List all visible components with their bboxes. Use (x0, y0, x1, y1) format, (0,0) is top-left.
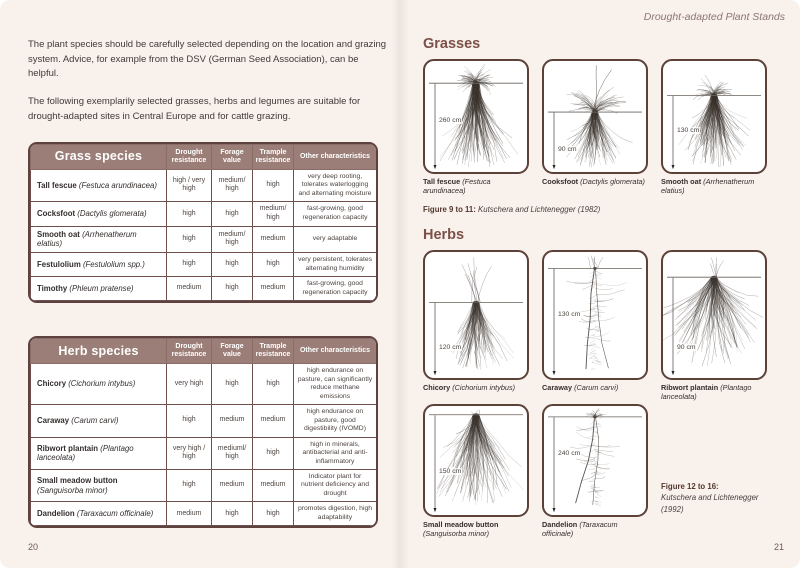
table-row (31, 437, 377, 469)
forage-cell: high (212, 277, 253, 301)
col-header-drought: Drought resistance (167, 339, 212, 364)
depth-label: 150 cm (439, 468, 462, 476)
root-illustration (663, 252, 765, 378)
trample-cell: medium (253, 226, 294, 252)
species-cell (31, 226, 167, 252)
drought-cell: high (167, 469, 212, 501)
caption-source: Kutschera and Lichtenegger (661, 493, 759, 503)
col-header-forage: Forage value (212, 144, 253, 169)
table-header-row (31, 144, 377, 169)
figure-plant-name: Tall fescue (423, 177, 461, 186)
species-cell (31, 364, 167, 405)
other-cell: fast-growing, good regeneration capacity (294, 202, 377, 227)
col-header-drought: Drought resistance (167, 144, 212, 169)
drought-cell: high / very high (167, 169, 212, 201)
caption-year: (1992) (661, 504, 684, 514)
table-title: Grass species (31, 144, 167, 169)
species-name: Cocksfoot (37, 209, 76, 219)
running-header: Drought-adapted Plant Stands (643, 11, 785, 23)
page-number-left: 20 (28, 542, 39, 552)
figure-label (661, 177, 767, 196)
trample-cell: high (253, 253, 294, 277)
figure-plant-name: Small meadow button (423, 519, 499, 529)
species-latin: (Plantago lanceolata) (37, 443, 134, 463)
species-cell (31, 169, 167, 201)
figure-plant-name: Caraway (542, 382, 573, 392)
trample-cell: high (253, 437, 294, 469)
figure-label (542, 520, 648, 539)
other-cell: high endurance on pasture, good digestibility (IVOMD) (294, 405, 377, 437)
depth-label: 90 cm (558, 145, 577, 153)
intro-paragraph-2: The following exemplarily selected grasses, herbs and legumes are suitable for drought-adapted sites in Central Europe and for cattle grazing. (28, 96, 361, 122)
figure-label (542, 383, 648, 392)
figure-label (423, 520, 529, 539)
drought-cell: medium (167, 277, 212, 301)
figure-label (423, 177, 529, 196)
species-name: Timothy (37, 283, 68, 293)
root-illustration-card (423, 59, 529, 174)
depth-label: 130 cm (677, 126, 700, 134)
forage-cell: mediuml/ high (212, 437, 253, 469)
forage-cell: high (212, 253, 253, 277)
table-title: Herb species (31, 339, 167, 364)
depth-label: 260 cm (439, 116, 462, 124)
other-cell: very adaptable (294, 226, 377, 252)
root-illustration-card (661, 59, 767, 174)
species-cell (31, 437, 167, 469)
table-header-row (31, 339, 377, 364)
figure-label (423, 383, 529, 392)
root-illustration (425, 252, 527, 378)
root-illustration (425, 406, 527, 515)
species-cell (31, 469, 167, 501)
depth-label: 90 cm (677, 343, 696, 351)
depth-label: 130 cm (558, 310, 581, 318)
root-illustration (544, 406, 646, 515)
other-cell: Indicator plant for nutrient deficiency and drought (294, 469, 377, 501)
species-latin: (Arrhenatherum elatius) (37, 229, 137, 249)
figure-plant-latin: (Cichorium intybus) (452, 382, 516, 392)
other-cell: fast-growing, good regeneration capacity (294, 277, 377, 301)
trample-cell: medium (253, 469, 294, 501)
herbs-heading: Herbs (423, 226, 465, 243)
forage-cell: high (212, 364, 253, 405)
root-illustration-card (661, 250, 767, 380)
root-illustration-card (423, 250, 529, 380)
species-name: Chicory (37, 379, 67, 389)
drought-cell: high (167, 405, 212, 437)
depth-label: 240 cm (558, 449, 581, 457)
figure (661, 250, 767, 402)
drought-cell: high (167, 202, 212, 227)
caption-lead: Figure 9 to 11: (423, 204, 476, 214)
drought-cell: medium (167, 502, 212, 526)
herb-table (30, 338, 377, 526)
table-row (31, 405, 377, 437)
figure-plant-name: Cooksfoot (542, 177, 579, 186)
table-row (31, 169, 377, 201)
species-latin: (Cichorium intybus) (68, 379, 136, 389)
grasses-heading: Grasses (423, 36, 481, 52)
figure-plant-latin: (Festuca arundinacea) (423, 177, 491, 196)
figure-label (661, 383, 767, 402)
trample-cell: high (253, 169, 294, 201)
caption-source: Kutschera and Lichtenegger (1982) (478, 204, 601, 214)
forage-cell: medium (212, 405, 253, 437)
intro-paragraph-1: The plant species should be carefully selected depending on the location and grazing system. Advice, for example from the DSV (German Seed Association), can be helpful. (28, 39, 387, 80)
root-illustration (663, 61, 765, 172)
caption-lead: Figure 12 to 16: (661, 482, 719, 492)
figure-plant-latin: (Sanguisorba minor) (423, 529, 490, 539)
figure (542, 404, 648, 539)
species-latin: (Carum carvi) (71, 415, 119, 425)
species-name: Smooth oat (37, 229, 80, 239)
figure-plant-latin: (Dactylis glomerata) (580, 177, 645, 186)
root-illustration-card (542, 250, 648, 380)
root-illustration (544, 61, 646, 172)
page-right (400, 0, 800, 568)
figure-caption-herbs (661, 481, 773, 515)
figure-plant-name: Ribwort plantain (661, 382, 719, 392)
figure-plant-name: Dandelion (542, 519, 578, 529)
herbs-figure-row-2 (423, 404, 786, 539)
figure-plant-latin: (Taraxacum officinale) (542, 519, 618, 539)
table-row (31, 469, 377, 501)
table-row (31, 364, 377, 405)
species-name: Tall fescue (37, 180, 77, 190)
figure (542, 59, 648, 186)
forage-cell: medium/ high (212, 169, 253, 201)
col-header-trample: Trample resistance (253, 144, 294, 169)
grasses-figure-row (423, 59, 786, 196)
trample-cell: medium (253, 277, 294, 301)
col-header-other: Other characteristics (294, 144, 377, 169)
figure-plant-name: Chicory (423, 382, 451, 392)
other-cell: promotes digestion, high adaptability (294, 502, 377, 526)
other-cell: high in minerals, antibacterial and anti-inflammatory (294, 437, 377, 469)
page-number-right: 21 (773, 542, 784, 552)
trample-cell: medium (253, 405, 294, 437)
herb-species-table (28, 336, 378, 528)
col-header-forage: Forage value (212, 339, 253, 364)
root-illustration-card (542, 59, 648, 174)
species-cell (31, 202, 167, 227)
figure (661, 59, 767, 196)
col-header-trample: Trample resistance (253, 339, 294, 364)
table-row (31, 277, 377, 301)
other-cell: high endurance on pasture, can significantly reduce methane emissions (294, 364, 377, 405)
forage-cell: medium/ high (212, 226, 253, 252)
grass-table (30, 144, 377, 301)
figure (423, 59, 529, 196)
figure-plant-latin: (Carum carvi) (574, 382, 619, 392)
species-name: Caraway (37, 415, 70, 425)
species-name: Ribwort plantain (37, 443, 99, 453)
species-cell (31, 502, 167, 526)
species-latin: (Festulolium spp.) (82, 259, 145, 269)
species-name: Dandelion (37, 509, 75, 519)
species-name: Festulolium (37, 259, 81, 269)
drought-cell: very high (167, 364, 212, 405)
figure (542, 250, 648, 392)
col-header-other: Other characteristics (294, 339, 377, 364)
figure-plant-latin: (Arrhenatherum elatius) (661, 177, 755, 196)
drought-cell: very high / high (167, 437, 212, 469)
drought-cell: high (167, 253, 212, 277)
species-latin: (Festuca arundinacea) (78, 180, 157, 190)
other-cell: very persistent, tolerates alternating humidity (294, 253, 377, 277)
figure-plant-latin: (Plantago lanceolata) (661, 382, 752, 402)
table-row (31, 226, 377, 252)
forage-cell: high (212, 202, 253, 227)
herbs-figure-row-1 (423, 250, 786, 402)
depth-label: 120 cm (439, 343, 462, 351)
figure (423, 250, 529, 392)
figure-caption-grasses (423, 205, 786, 214)
drought-cell: high (167, 226, 212, 252)
figure-label (542, 177, 648, 186)
trample-cell: medium/ high (253, 202, 294, 227)
species-latin: (Phleum pratense) (69, 283, 134, 293)
root-illustration-card (423, 404, 529, 517)
species-cell (31, 277, 167, 301)
figure-plant-name: Smooth oat (661, 177, 702, 186)
figure (423, 404, 529, 539)
table-row (31, 202, 377, 227)
forage-cell: high (212, 502, 253, 526)
forage-cell: medium (212, 469, 253, 501)
other-cell: very deep rooting, tolerates waterlogging and alternating moisture (294, 169, 377, 201)
table-row (31, 502, 377, 526)
grass-species-table (28, 142, 378, 303)
trample-cell: high (253, 502, 294, 526)
trample-cell: high (253, 364, 294, 405)
species-name: Small meadow button (37, 475, 118, 485)
species-cell (31, 405, 167, 437)
species-latin: (Sanguisorba minor) (37, 485, 108, 495)
root-illustration-card (542, 404, 648, 517)
table-row (31, 253, 377, 277)
species-latin: (Taraxacum officinale) (76, 509, 154, 519)
species-cell (31, 253, 167, 277)
species-latin: (Dactylis glomerata) (77, 209, 147, 219)
